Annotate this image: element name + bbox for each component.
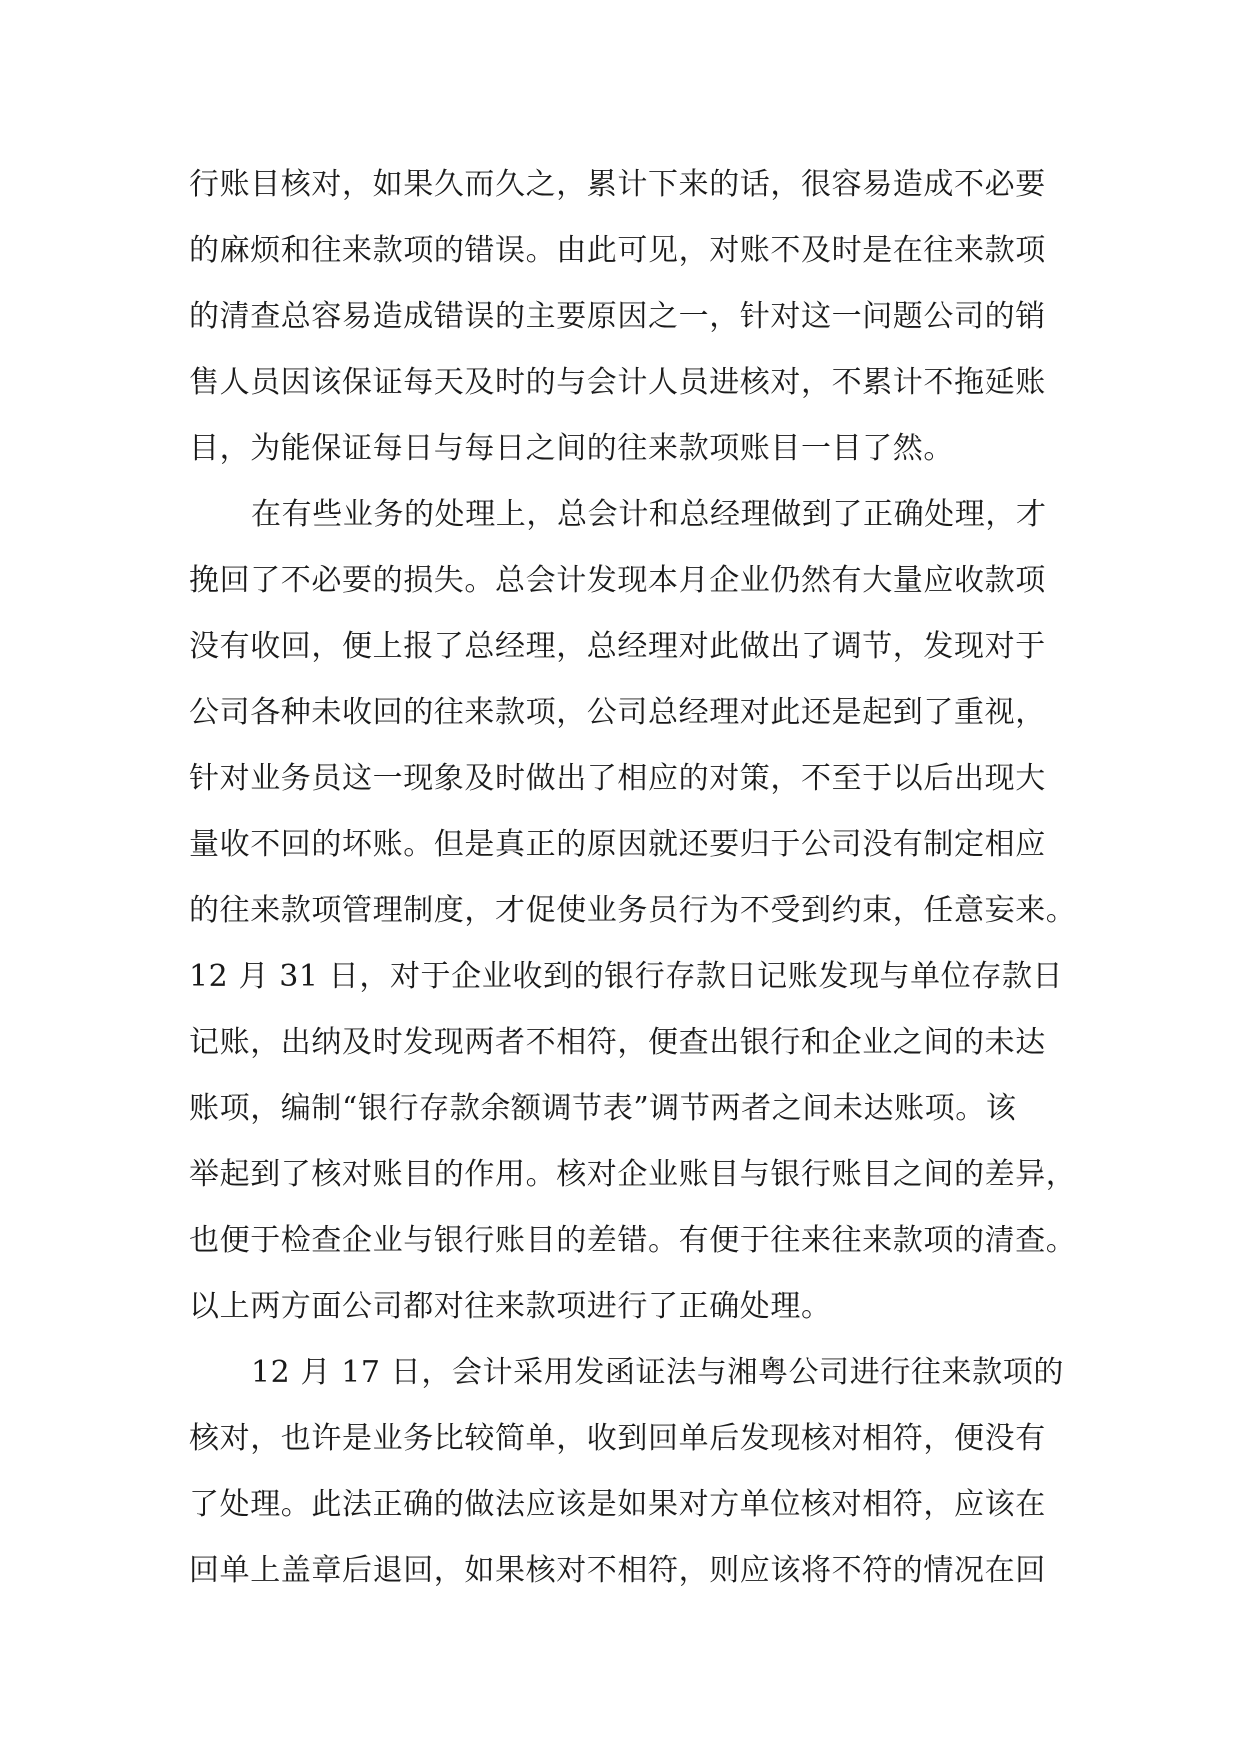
text-line-19: 12 月 17 日，会计采用发函证法与湘粤公司进行往来款项的	[251, 1355, 1064, 1390]
text-line-3: 的清查总容易造成错误的主要原因之一，针对这一问题公司的销	[189, 299, 1046, 334]
text-line-13: 12 月 31 日，对于企业收到的银行存款日记账发现与单位存款日	[189, 959, 1064, 994]
text-line-16: 举起到了核对账目的作用。核对企业账目与银行账目之间的差异，	[189, 1157, 1077, 1192]
text-line-8: 没有收回，便上报了总经理，总经理对此做出了调节，发现对于	[189, 629, 1046, 664]
text-line-17: 也便于检查企业与银行账目的差错。有便于往来往来款项的清查。	[189, 1223, 1077, 1258]
text-line-11: 量收不回的坏账。但是真正的原因就还要归于公司没有制定相应	[189, 827, 1046, 862]
text-line-4: 售人员因该保证每天及时的与会计人员进核对，不累计不拖延账	[189, 365, 1046, 400]
text-line-10: 针对业务员这一现象及时做出了相应的对策，不至于以后出现大	[189, 761, 1046, 796]
text-line-15: 账项，编制“银行存款余额调节表”调节两者之间未达账项。该	[189, 1091, 1017, 1126]
text-line-14: 记账，出纳及时发现两者不相符，便查出银行和企业之间的未达	[189, 1025, 1046, 1060]
text-line-1: 行账目核对，如果久而久之，累计下来的话，很容易造成不必要	[189, 167, 1046, 202]
text-line-18: 以上两方面公司都对往来款项进行了正确处理。	[189, 1289, 832, 1324]
text-line-21: 了处理。此法正确的做法应该是如果对方单位核对相符，应该在	[189, 1487, 1046, 1522]
text-line-22: 回单上盖章后退回，如果核对不相符，则应该将不符的情况在回	[189, 1553, 1046, 1588]
body-text	[189, 152, 1077, 1604]
text-line-7: 挽回了不必要的损失。总会计发现本月企业仍然有大量应收款项	[189, 563, 1046, 598]
text-line-9: 公司各种未收回的往来款项，公司总经理对此还是起到了重视，	[189, 695, 1046, 730]
text-line-20: 核对，也许是业务比较简单，收到回单后发现核对相符，便没有	[189, 1421, 1046, 1456]
text-line-5: 目，为能保证每日与每日之间的往来款项账目一目了然。	[189, 431, 954, 466]
text-line-12: 的往来款项管理制度，才促使业务员行为不受到约束，任意妄来。	[189, 893, 1077, 928]
text-line-2: 的麻烦和往来款项的错误。由此可见，对账不及时是在往来款项	[189, 233, 1046, 268]
text-line-6: 在有些业务的处理上，总会计和总经理做到了正确处理，才	[251, 497, 1047, 532]
